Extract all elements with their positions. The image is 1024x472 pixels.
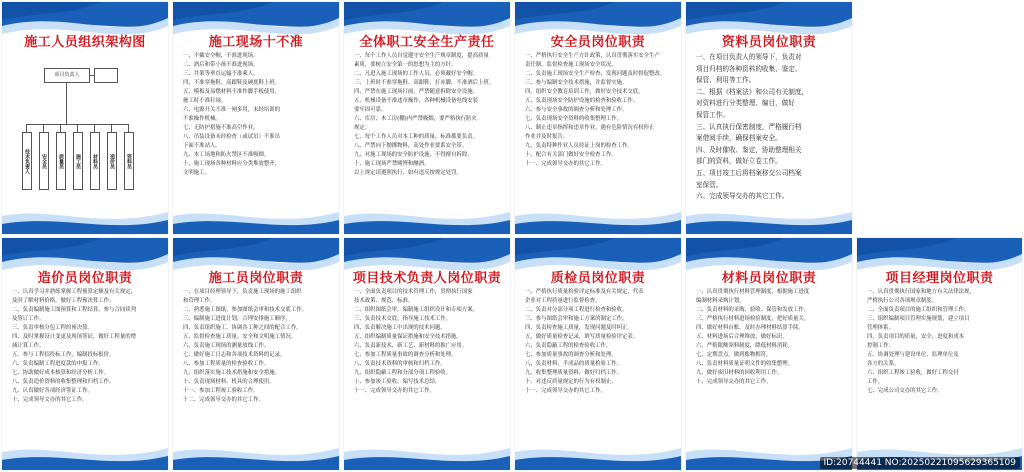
poster-title: 施工员岗位职责 (208, 271, 304, 286)
poster-body (354, 52, 500, 204)
body-line: 一、在项目经理领导下，负责施工现场的施工组织 (183, 289, 302, 295)
body-line: 六、负责新技术、新工艺、新材料的推广应用。 (354, 343, 468, 349)
image-id-watermark: ID:20744441 NO:20250221095629365109 (820, 457, 1021, 469)
body-line: 二、酒后和带小孩不准进现场。 (183, 62, 259, 68)
body-line: 保管、利用等工作。 (696, 76, 756, 85)
body-line: 八、负责材料、半成品的质量检验工作。 (525, 361, 623, 367)
body-line: 六、库房、木工房(棚)内严禁吸烟，要严格执行防火 (354, 116, 477, 122)
poster-title: 施工现场十不准 (208, 35, 304, 50)
body-line: 七、完成公司交办的其它工作。 (867, 388, 943, 394)
body-line: 七、参加质量事故的调查分析和处理。 (525, 352, 617, 358)
body-line: 施工时不准打闹。 (183, 98, 227, 104)
poster-board (515, 238, 681, 470)
org-side-box (94, 68, 118, 83)
body-line: 十、施工现场各种材料应分类堆放整齐， (183, 161, 281, 167)
body-line: 四、负责解决施工中出现的技术问题。 (354, 325, 446, 331)
body-line: 规定。 (354, 125, 371, 131)
body-line: 三、参与编制安全技术措施，并监督实施。 (525, 80, 628, 86)
body-line: 二、根据《档案法》和公司有关制度， (696, 87, 809, 96)
body-line: 二、负责施工现场安全生产检查，发现问题及时督促整改。 (525, 71, 666, 77)
body-line: 项目归档的各种资料的收集、鉴定、 (696, 64, 802, 73)
body-line: 十一、完成领导交办的其它工作。 (525, 388, 606, 394)
poster-title: 造价员岗位职责 (37, 271, 133, 286)
body-line: 素质，要树立安全第一的思想为主的方针。 (354, 62, 457, 68)
body-line: 九、木工场地和防火禁区不准吸烟。 (183, 152, 270, 158)
poster-board (173, 2, 339, 234)
body-line: 十一、完成领导交办的其它工作。 (354, 388, 435, 394)
body-line: 编制材料采购计划。 (696, 298, 745, 304)
body-line: 三、编制施工进度计划，合理安排施工顺序。 (183, 316, 291, 322)
body-line: 四、组织安全教育培训工作，做好安全技术交底。 (525, 89, 644, 95)
body-line: 一、不戴安全帽，不准进现场。 (183, 53, 259, 59)
body-line: 十、负责现场材料、机具的合理使用。 (183, 379, 275, 385)
poster-title: 资料员岗位职责 (721, 35, 817, 50)
body-line: 八、制止违章指挥和违章作业，遇有危险情况有权停止 (525, 125, 655, 131)
body-line: 三、严格执行材料进场检验制度，把好质量关。 (696, 316, 810, 322)
body-line: 一、认真贯彻执行材料管理制度，根据施工进度 (696, 289, 810, 295)
body-line: 十、配合有关部门做好安全检查工作。 (525, 152, 617, 158)
body-line: 一、在项目负责人的领导下，负责对 (696, 53, 802, 61)
body-line: 九、负责特种作业人员持证上岗的检查工作。 (525, 143, 633, 149)
poster-body (696, 52, 842, 204)
body-line: 三、负责技术交底，指导施工技术工作。 (354, 316, 452, 322)
poster-title: 安全员岗位职责 (550, 35, 646, 50)
body-line: 四、及时催收、鉴定，协助整理相关 (696, 145, 802, 154)
body-line: 五、模板及易燃材料不准作脚手板使用， (183, 89, 281, 95)
body-line: 下面不准站人。 (183, 143, 221, 149)
body-line: 企业对工程质量进行监督检查。 (525, 298, 601, 304)
body-line: 五、项目竣工后将档案移交公司档案 (696, 168, 802, 177)
body-line: 八、参加工程质量的检查验收工作。 (183, 361, 270, 367)
body-line: 和管理工作。 (183, 298, 216, 304)
body-line: 九、收集整理质量资料，做好归档工作。 (525, 370, 623, 376)
body-line: 十、施工现场严禁赌博和酗酒。 (354, 161, 430, 167)
poster-board (857, 238, 1022, 470)
body-line: 责任制，监督检查施工现场安全状况。 (525, 62, 617, 68)
poster-board (173, 238, 339, 470)
body-line: 二、凡进入施工现场的工作人员，必须戴好安全帽。 (354, 71, 478, 77)
body-line: 九、做好废旧材料的回收利用工作。 (696, 370, 783, 376)
body-line: 三、上班时不准穿拖鞋、高跟鞋、打赤脚，不准酒后上班。 (354, 80, 495, 86)
body-line: 七、做好施工日志和各项技术资料的记录。 (183, 352, 286, 358)
body-line: 四、及时掌握设计变更及现场签证，做好工程量的增 (12, 334, 136, 340)
body-line: 六、负责隐蔽工程的检查验收工作。 (525, 343, 612, 349)
body-line: 文明施工。 (183, 170, 210, 176)
body-line: 九、组织隐蔽工程和分部分项工程验收。 (354, 370, 452, 376)
body-line: 室保管。 (696, 180, 723, 189)
poster-title: 材料员岗位职责 (721, 271, 817, 286)
body-line: 十一、完成领导交办的其它工作。 (525, 161, 606, 167)
body-line: 五、组织编制质量保证措施和安全技术措施。 (354, 334, 462, 340)
org-child-node: 质量员 (56, 132, 66, 190)
body-line: 一、严格执行质量检验评定标准及有关规定，代表 (525, 289, 644, 295)
body-line: 三、组织编制项目管理实施规划，建立项目 (867, 316, 970, 322)
body-line: 管理体系。 (867, 325, 894, 331)
body-line: 部门的资料，做好立卷工作。 (696, 157, 782, 166)
body-line: 作业并及时报告。 (525, 134, 569, 140)
body-line: 六、参与安全事故的调查分析和处理工作。 (525, 107, 628, 113)
poster-title: 项目技术负责人岗位职责 (352, 271, 502, 286)
body-line: 五、负责现场安全防护设施的检查和验收工作。 (525, 98, 639, 104)
poster-body (12, 288, 158, 440)
body-line: 十一、参加工程竣工验收工作。 (183, 388, 259, 394)
body-line: 七、参加工程质量事故的调查分析和处理。 (354, 352, 457, 358)
body-line: 六、组织工程竣工验收，做好工程交付 (867, 370, 959, 376)
poster-body (525, 52, 671, 204)
org-child-node: 技术负责人 (22, 132, 32, 190)
body-line: 五、做好质量检查记录，填写质量检验评定表。 (525, 334, 639, 340)
poster-board (686, 2, 852, 234)
body-line: 十二、完成领导交办的其它工作。 (183, 397, 264, 403)
poster-body (867, 288, 1012, 440)
body-line: 三、井架等垂直运输不准乘人。 (183, 71, 259, 77)
poster-board (2, 2, 168, 234)
body-line: 保管工作。 (696, 110, 729, 119)
body-line: 六、负责施工现场的测量放线工作。 (183, 343, 270, 349)
body-line: 二、全面负责项目的施工组织和管理工作。 (867, 307, 970, 313)
body-line: 四、负责检查施工质量，发现问题及时纠正。 (525, 325, 633, 331)
body-line: 六、电源开关不准一闸多用，未经培训的 (183, 107, 281, 113)
body-line: 十、完成领导交办的其它工作。 (696, 379, 772, 385)
body-line: 六、完成领导交办的其它工作。 (696, 192, 789, 201)
body-line: 五、协调处理与建设单位、监理单位及 (867, 352, 959, 358)
body-line: 严格执行公司各项规章制度。 (867, 298, 938, 304)
poster-board (2, 238, 168, 470)
body-line: 一、认真贯彻执行国家和地方有关法律法规， (867, 289, 975, 295)
poster-title: 施工人员组织架构图 (24, 35, 146, 50)
body-line: 九、组织落实施工技术措施和安全措施。 (183, 370, 281, 376)
org-chart (12, 62, 158, 202)
poster-title: 项目经理岗位职责 (885, 271, 994, 286)
body-line: 九、对施工现场的安全防护设施，不得擅自拆除。 (354, 152, 473, 158)
body-line: 二、负责材料的采购、验收、保管和发放工作。 (696, 307, 810, 313)
body-line: 十、对违反质量规定的行为有权制止。 (525, 379, 617, 385)
body-line: 要牢固可靠。 (354, 107, 387, 113)
body-line: 三、认真执行保密制度，严格履行档 (696, 122, 802, 131)
body-line: 四、负责组织施工，协调各工种之间的配合工作。 (183, 325, 302, 331)
body-line: 技术政策、规范、标准。 (354, 298, 414, 304)
poster-board (686, 238, 852, 470)
body-line: 七、负责现场安全资料的收集整理工作。 (525, 116, 623, 122)
body-line: 对资料进行分类整理、编目，做好 (696, 99, 795, 108)
body-line: 及时了解材料价格，做好工程预决算工作。 (12, 298, 115, 304)
poster-body (183, 288, 329, 440)
poster-body (183, 52, 329, 204)
body-line: 八、负责材料质量证明文件的收集整理。 (696, 361, 794, 367)
body-line: 不准操作机械。 (183, 116, 221, 122)
body-line: 五、监督检查施工质量、安全和文明施工情况。 (183, 334, 297, 340)
body-line: 三、负责审核分包工程的预决算。 (12, 325, 93, 331)
body-line: 四、做好材料台账，及时办理材料结算手续。 (696, 325, 804, 331)
poster-board (515, 2, 681, 234)
body-line: 及签订工作。 (12, 316, 45, 322)
poster-board (344, 2, 510, 234)
org-child-node: 施工员 (73, 132, 83, 190)
body-line: 各方的关系。 (867, 361, 900, 367)
body-line: 六、负责编制工程进度款的申报工作。 (12, 361, 104, 367)
org-child-node: 安全员 (39, 132, 49, 190)
body-line: 以上规定请遵照执行，如有违反按规定处罚。 (354, 170, 462, 176)
org-child-node: 材料员 (90, 132, 100, 190)
body-line: 八、负责技术资料的审核和归档工作。 (354, 361, 446, 367)
body-line: 五、材料进场后合理堆放，做好标识。 (696, 334, 788, 340)
body-line: 八、严禁向下抛掷物料，高处作业要系安全带。 (354, 143, 468, 149)
org-child-node: 资料员 (124, 132, 134, 190)
body-line: 八、负责造价资料的收集整理和归档工作。 (12, 379, 115, 385)
body-line: 十、完成领导交办的其它工作。 (12, 397, 88, 403)
body-line: 八、吊装设备未经检查（或试吊）不准吊 (183, 134, 281, 140)
body-line: 五、机械设备不准违章操作，各种机械设备电线安装 (354, 98, 478, 104)
poster-board (344, 238, 510, 470)
body-line: 七、无防护措施不准高空作业。 (183, 125, 259, 131)
body-line: 一、严格执行安全生产方针政策，认真贯彻落实安全生产 (525, 53, 660, 59)
body-line: 七、定期盘点，做到账物相符。 (696, 352, 772, 358)
body-line: 一、全面负责项目的技术管理工作，贯彻执行国家 (354, 289, 473, 295)
body-line: 四、严禁在施工现场打闹，严禁随意拆除安全设施。 (354, 89, 478, 95)
body-line: 二、熟悉施工图纸，参加图纸会审和技术交底工作。 (183, 307, 307, 313)
body-line: 十、参加竣工验收，编写技术总结。 (354, 379, 441, 385)
body-line: 一、认真学习并熟练掌握工程预算定额及有关规定， (12, 289, 136, 295)
body-line: 九、认真做好各项经济签证工作。 (12, 388, 93, 394)
org-root-node: 项目负责人 (44, 68, 90, 83)
body-line: 七、每个工作人员对本工种的质量、标准都要负责。 (354, 134, 478, 140)
body-line: 五、参与工程招投标工作，编制投标报价。 (12, 352, 115, 358)
body-line: 四、负责项目的质量、安全、进度和成本 (867, 334, 965, 340)
body-line: 七、协助做好成本核算和经济分析工作。 (12, 370, 110, 376)
poster-body (525, 288, 671, 440)
body-line: 控制工作。 (867, 343, 894, 349)
poster-body (696, 288, 842, 440)
body-line: 减计算工作。 (12, 343, 45, 349)
body-line: 六、严格限额领料制度，降低材料消耗。 (696, 343, 794, 349)
body-line: 案借阅手续，确保档案安全。 (696, 134, 782, 143)
body-line: 二、组织图纸会审，编制施工组织设计和专项方案。 (354, 307, 478, 313)
body-line: 二、负责对分部分项工程进行检查和验收。 (525, 307, 628, 313)
poster-title: 质检员岗位职责 (550, 271, 646, 286)
org-child-node: 造价员 (107, 132, 117, 190)
body-line: 三、参与图纸会审和施工方案的制定工作。 (525, 316, 628, 322)
body-line: 四、不准穿拖鞋、高跟鞋及硬底鞋上班。 (183, 80, 281, 86)
poster-body (354, 288, 500, 440)
body-line: 二、负责编制施工图预算和工程结算，参与合同谈判 (12, 307, 136, 313)
poster-title: 全体职工安全生产责任 (359, 35, 495, 50)
body-line: 工作。 (867, 379, 884, 385)
body-line: 一、每个工作人员自觉遵守安全生产规章制度，提高质量 (354, 53, 489, 59)
